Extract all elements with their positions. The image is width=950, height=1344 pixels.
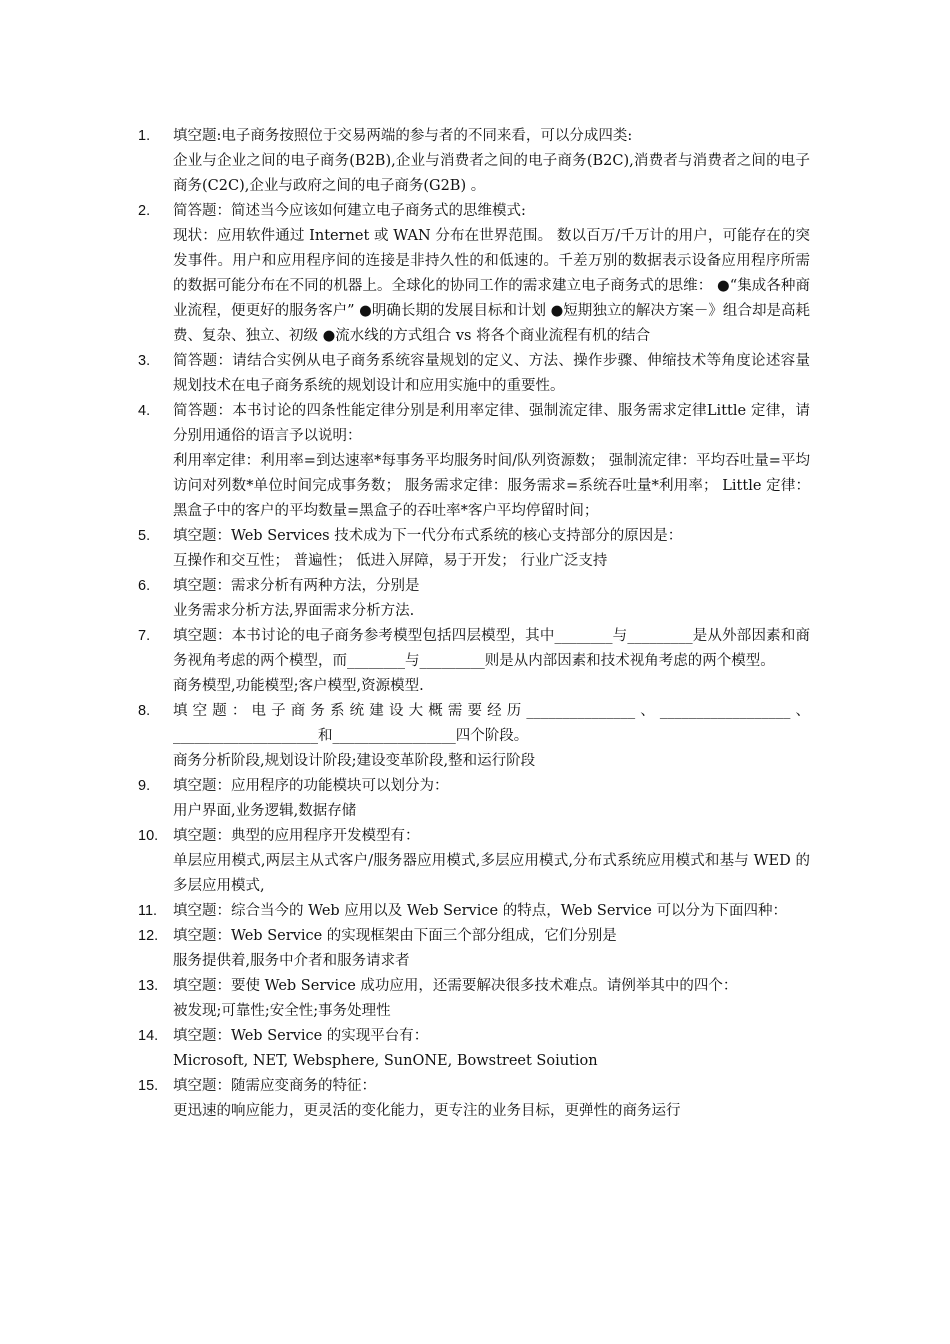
question-number: 1. [138,128,151,144]
question-number: 2. [138,203,151,219]
question-number: 13. [138,978,159,994]
question-item [138,1024,810,1074]
question-item [138,124,810,199]
question-item [138,899,810,924]
question-text: 填空题：需求分析有两种方法，分别是 [173,578,420,594]
question-text: 填空题：随需应变商务的特征： [173,1078,376,1094]
question-number: 8. [138,703,151,719]
question-item [138,624,810,699]
answer-text: 互操作和交互性； 普遍性； 低进入屏障，易于开发； 行业广泛支持 [173,553,608,569]
question-item [138,774,810,824]
question-text: 简答题：请结合实例从电子商务系统容量规划的定义、方法、操作步骤、伸缩技术等角度论述容量规划技术在电子商务系统的规划设计和应用实施中的重要性。 [173,353,810,394]
question-text: 简答题：简述当今应该如何建立电子商务式的思维模式: [173,203,526,219]
question-item [138,974,810,1024]
question-list [138,124,810,1124]
question-number: 5. [138,528,151,544]
question-number: 4. [138,403,151,419]
question-text: 填空题：典型的应用程序开发模型有： [173,828,420,844]
question-number: 12. [138,928,159,944]
question-item [138,824,810,899]
answer-text: Microsoft, NET, Websphere, SunONE, Bowstreet Soiution [173,1053,598,1069]
answer-text: 用户界面,业务逻辑,数据存储 [173,803,357,819]
question-text: 填空题：要使 Web Service 成功应用，还需要解决很多技术难点。请例举其中的四个： [173,978,738,994]
question-text: 简答题：本书讨论的四条性能定律分别是利用率定律、强制流定律、服务需求定律Little 定律，请分别用通俗的语言予以说明： [173,403,810,444]
question-number: 7. [138,628,151,644]
answer-text: 被发现;可靠性;安全性;事务处理性 [173,1003,391,1019]
question-item [138,699,810,774]
answer-text: 商务模型,功能模型;客户模型,资源模型. [173,678,424,694]
question-text: 填空题：综合当今的 Web 应用以及 Web Service 的特点，Web Service 可以分为下面四种： [173,903,787,919]
answer-text: 业务需求分析方法,界面需求分析方法. [173,603,415,619]
answer-text: 现状：应用软件通过 Internet 或 WAN 分布在世界范围。 数以百万/千万计的用户，可能存在的突发事件。用户和应用程序间的连接是非持久性的和低速的。千差万别的数据表示设备应用程序所需的数据可能分布在不同的机器上。全球化的协同工作的需求建立电子商务式的思维： ●“集成各种商业流程，便更好的服务客户” ●明确长期的发展目标和计划 ●短期独立的解决方案－》组合却是高耗费、复杂、独立、初级 ●流水线的方式组合 vs 将各个商业流程有机的结合 [173,228,810,344]
answer-text: 服务提供着,服务中介者和服务请求者 [173,953,410,969]
question-text: 填空题：Web Service 的实现框架由下面三个部分组成，它们分别是 [173,928,617,944]
question-item [138,924,810,974]
answer-text: 企业与企业之间的电子商务(B2B),企业与消费者之间的电子商务(B2C),消费者与消费者之间的电子商务(C2C),企业与政府之间的电子商务(G2B) 。 [173,153,810,194]
question-item [138,524,810,574]
question-item [138,574,810,624]
question-item [138,1074,810,1124]
question-text: 填空题：Web Service 的实现平台有： [173,1028,429,1044]
answer-text: 商务分析阶段,规划设计阶段;建设变革阶段,整和运行阶段 [173,753,536,769]
question-number: 9. [138,778,151,794]
answer-text: 利用率定律：利用率=到达速率*每事务平均服务时间/队列资源数； 强制流定律：平均吞吐量=平均访问对列数*单位时间完成事务数； 服务需求定律：服务需求=系统吞吐量*利用率； Little 定律：黑盒子中的客户的平均数量=黑盒子的吞吐率*客户平均停留时间； [173,453,810,519]
question-number: 11. [138,903,158,919]
answer-text: 更迅速的响应能力，更灵活的变化能力，更专注的业务目标，更弹性的商务运行 [173,1103,681,1119]
question-text: 填空题:电子商务按照位于交易两端的参与者的不同来看，可以分成四类: [173,128,633,144]
question-text: 填空题：本书讨论的电子商务参考模型包括四层模型，其中________与_________是从外部因素和商务视角考虑的两个模型，而________与_________则是从内部因素和技术视角考虑的两个模型。 [173,628,810,669]
question-number: 15. [138,1078,159,1094]
question-item [138,349,810,399]
question-text: 填空题：应用程序的功能模块可以划分为： [173,778,449,794]
answer-text: 单层应用模式,两层主从式客户/服务器应用模式,多层应用模式,分布式系统应用模式和基与 WED 的多层应用模式, [173,853,810,894]
question-number: 3. [138,353,151,369]
question-number: 6. [138,578,151,594]
question-number: 14. [138,1028,159,1044]
question-text: 填空题：Web Services 技术成为下一代分布式系统的核心支持部分的原因是： [173,528,683,544]
question-text: 填空题：电子商务系统建设大概需要经历_______________、__________________、____________________和_________________四个阶段。 [173,703,810,744]
question-item [138,199,810,349]
question-number: 10. [138,828,159,844]
question-item [138,399,810,524]
